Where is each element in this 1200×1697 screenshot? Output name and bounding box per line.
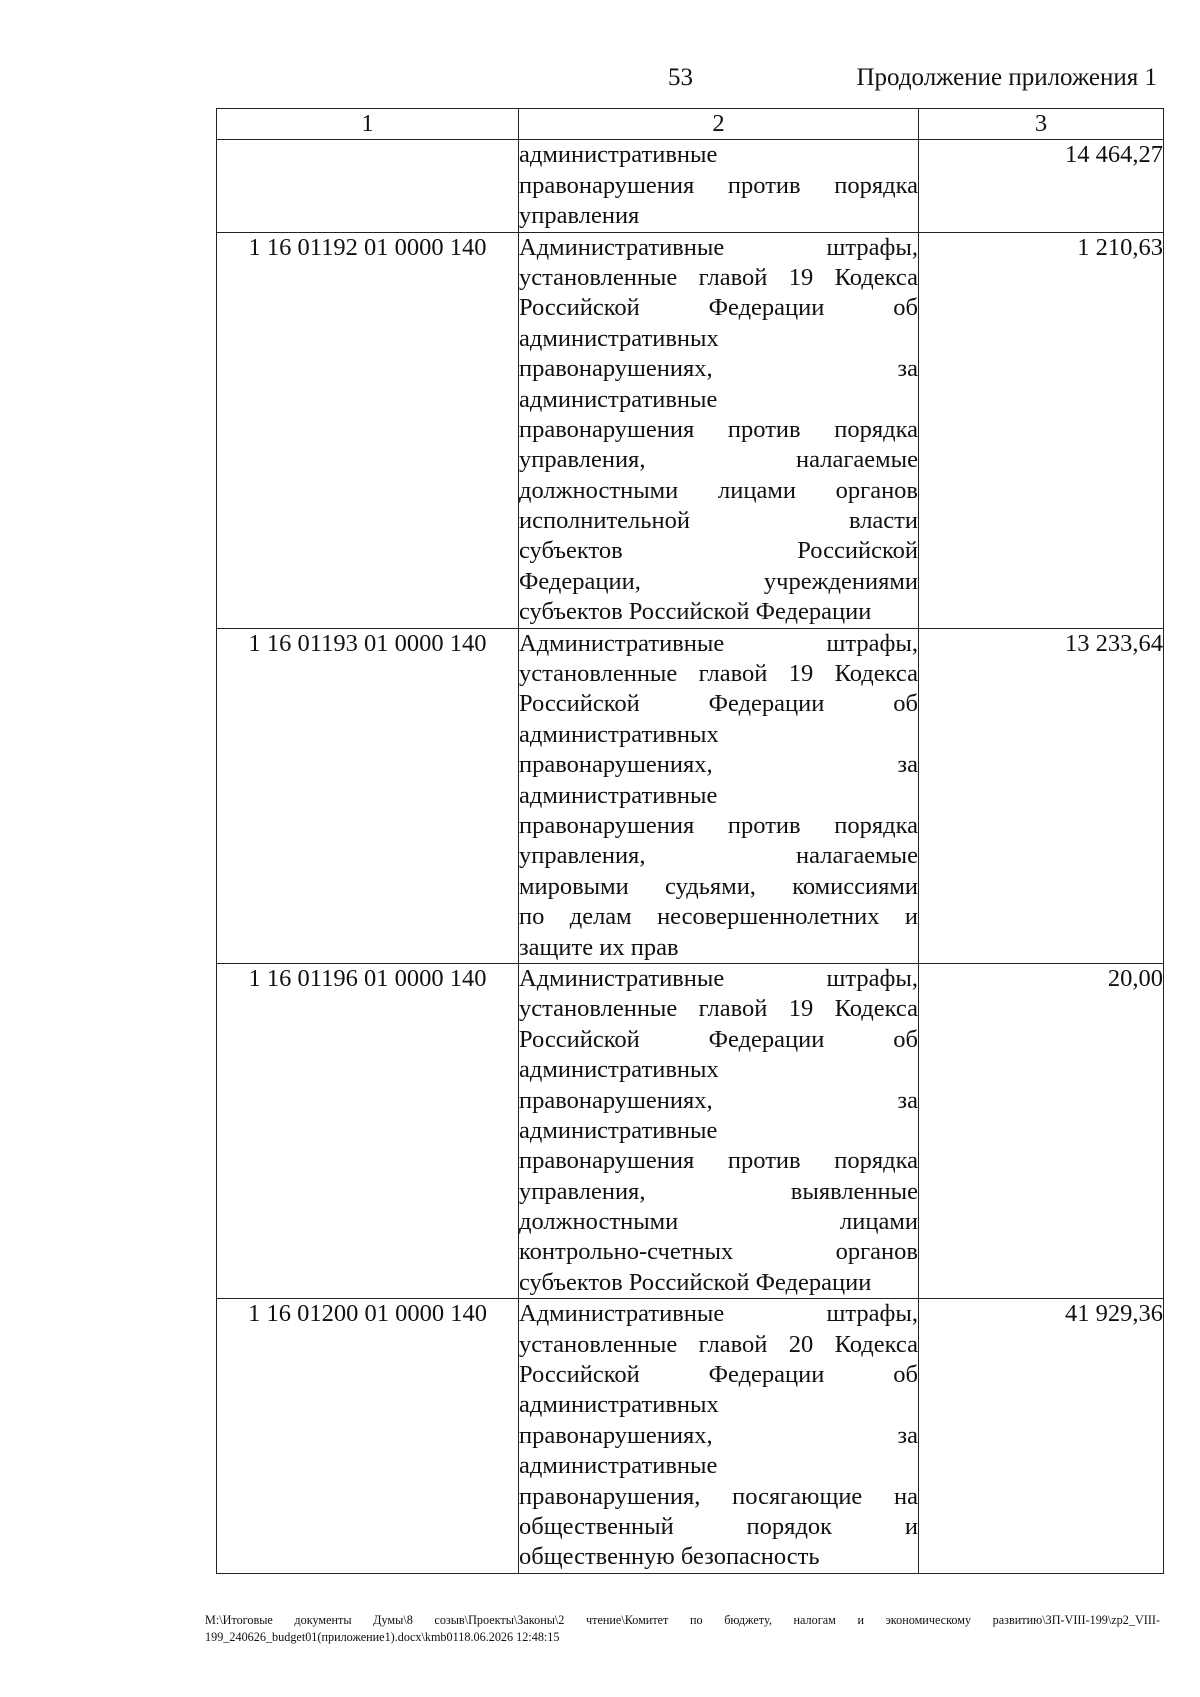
description-line: установленные главой 19 Кодекса [519, 263, 918, 291]
description-line: правонарушениях, за [519, 355, 918, 383]
description-line: установленные главой 19 Кодекса [519, 995, 918, 1023]
description-line: управления, налагаемые [519, 842, 918, 870]
description-cell [519, 140, 919, 232]
footer-path: M:\Итоговые документы Думы\8 созыв\Проекты\Законы\2 чтение\Комитет по бюджету, налогам и экономическому развитию\ЗП-VIII-199\zp2_VIII-199_240626_budget01(приложение1).docx\kmb01 [205, 1613, 1160, 1644]
budget-code-cell: 1 16 01196 01 0000 140 [217, 963, 519, 1298]
table-row [217, 628, 1164, 963]
description-line: правонарушения, посягающие на [519, 1482, 918, 1510]
table-body [217, 140, 1164, 1573]
budget-code-cell: 1 16 01193 01 0000 140 [217, 628, 519, 963]
description-line: правонарушениях, за [519, 1086, 918, 1114]
description-line: административных [519, 1056, 719, 1084]
description-line: административные [519, 1452, 718, 1480]
description-line: Федерации, учреждениями [519, 567, 918, 595]
description-line: административных [519, 720, 719, 748]
description-line: исполнительной власти [519, 507, 918, 535]
description-line: должностными лицами органов [519, 476, 918, 504]
description-line: Российской Федерации об [519, 294, 918, 322]
table-row [217, 1299, 1164, 1574]
amount-cell: 41 929,36 [919, 1299, 1164, 1574]
page-number: 53 [668, 64, 693, 91]
description-cell [519, 232, 919, 628]
description-line: контрольно-счетных органов [519, 1238, 918, 1266]
table-header-row [217, 109, 1164, 140]
description-line: правонарушения против порядка [519, 812, 918, 839]
column-header-1: 1 [217, 109, 519, 140]
description-line: субъектов Российской [519, 537, 918, 565]
description-line: административных [519, 1391, 719, 1419]
description-line: Административные штрафы, [519, 233, 918, 261]
description-line: административные [519, 1116, 718, 1144]
description-line: установленные главой 19 Кодекса [519, 660, 918, 688]
description-line: защите их прав [519, 933, 679, 961]
description-line: административные [519, 141, 718, 169]
description-line: Административные штрафы, [519, 1300, 918, 1328]
description-line: Российской Федерации об [519, 690, 918, 718]
description-line: мировыми судьями, комиссиями [519, 872, 918, 900]
description-line: правонарушения против порядка [519, 1147, 918, 1175]
description-line: административных [519, 324, 719, 352]
description-line: Административные штрафы, [519, 629, 918, 657]
description-line: установленные главой 20 Кодекса [519, 1330, 918, 1358]
column-header-2: 2 [519, 109, 919, 140]
document-footer [205, 1612, 1160, 1646]
appendix-continuation-title: Продолжение приложения 1 [856, 64, 1157, 91]
footer-timestamp: 18.06.2026 12:48:15 [458, 1630, 560, 1644]
amount-cell: 1 210,63 [919, 232, 1164, 628]
description-cell [519, 628, 919, 963]
description-line: правонарушения против порядка [519, 171, 918, 199]
description-line: общественный порядок и [519, 1512, 918, 1540]
description-line: Российской Федерации об [519, 1361, 918, 1389]
budget-code-cell [217, 140, 519, 232]
budget-code-cell: 1 16 01200 01 0000 140 [217, 1299, 519, 1574]
description-line: административные [519, 781, 718, 809]
description-line: административные [519, 385, 718, 413]
budget-table [216, 108, 1164, 1574]
description-line: субъектов Российской Федерации [519, 1268, 872, 1296]
description-line: правонарушениях, за [519, 751, 918, 779]
table-row [217, 963, 1164, 1298]
description-line: должностными лицами [519, 1208, 918, 1236]
description-line: управления, налагаемые [519, 446, 918, 474]
description-line: управления, выявленные [519, 1177, 918, 1205]
description-cell [519, 963, 919, 1298]
description-line: Административные штрафы, [519, 964, 918, 992]
description-cell [519, 1299, 919, 1574]
description-line: по делам несовершеннолетних и [519, 903, 918, 931]
table-row [217, 232, 1164, 628]
description-line: правонарушения против порядка [519, 415, 918, 443]
column-header-3: 3 [919, 109, 1164, 140]
description-line: общественную безопасность [519, 1543, 820, 1571]
budget-code-cell: 1 16 01192 01 0000 140 [217, 232, 519, 628]
amount-cell: 20,00 [919, 963, 1164, 1298]
description-line: управления [519, 202, 640, 230]
description-line: субъектов Российской Федерации [519, 598, 872, 626]
amount-cell: 14 464,27 [919, 140, 1164, 232]
description-line: правонарушениях, за [519, 1421, 918, 1449]
table-row [217, 140, 1164, 232]
amount-cell: 13 233,64 [919, 628, 1164, 963]
description-line: Российской Федерации об [519, 1025, 918, 1053]
